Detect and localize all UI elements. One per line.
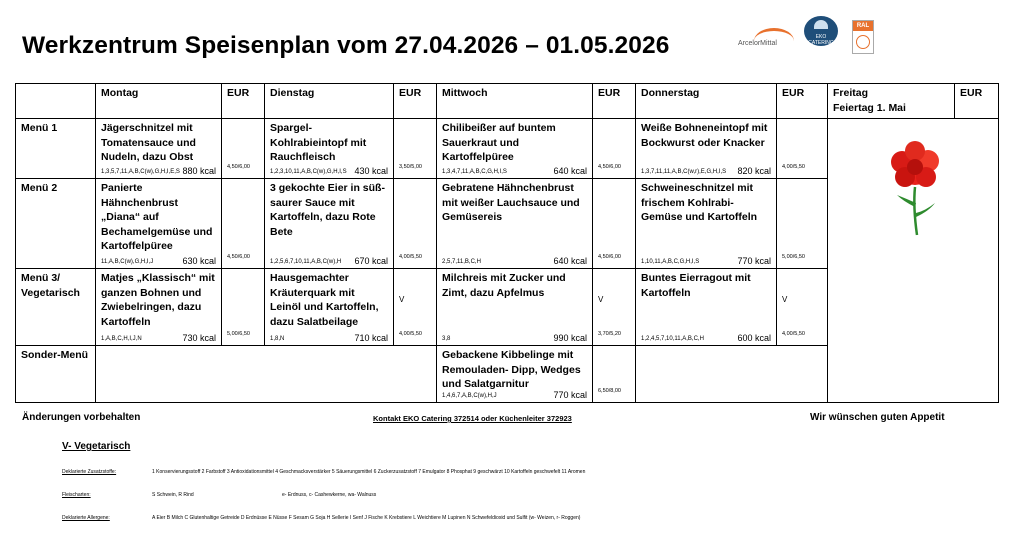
kcal: 630 kcal: [182, 256, 216, 266]
price-cell: [222, 119, 265, 179]
price-cell: [394, 119, 437, 179]
dish-name: Gebratene Hähnchenbrust mit weißer Lauchsauce und Gemüsereis: [442, 182, 580, 223]
row-label: Menü 3/ Vegetarisch: [16, 269, 96, 346]
kcal: 990 kcal: [553, 333, 587, 343]
price: 4,00/5,50: [399, 253, 422, 260]
header-tuesday: Dienstag: [265, 84, 394, 119]
vegetarian-mark: V: [399, 295, 405, 304]
header-eur: EUR: [777, 84, 828, 119]
price: 4,00/5,50: [399, 330, 422, 337]
menu-cell: [96, 269, 222, 346]
header-eur: EUR: [222, 84, 265, 119]
friday-holiday-cell: [828, 119, 999, 403]
header-monday: Montag: [96, 84, 222, 119]
menu-cell: [96, 119, 222, 179]
kcal: 710 kcal: [354, 333, 388, 343]
price-cell: [222, 179, 265, 269]
price: 4,50/6,00: [598, 163, 621, 170]
price: 3,50/5,00: [399, 163, 422, 170]
header-empty: [16, 84, 96, 119]
price-cell: [394, 269, 437, 346]
flower-petal: [907, 159, 923, 175]
kcal: 640 kcal: [553, 256, 587, 266]
allergen-codes: 1,A,B,C,H,I,J,N: [101, 336, 142, 342]
kcal: 730 kcal: [182, 333, 216, 343]
eko-catering-logo: EKO CATERING: [804, 16, 838, 46]
dish-name: Chilibeißer auf buntem Sauerkraut und Kartoffelpüree: [442, 122, 556, 163]
allergen-codes: 1,10,11,A,B,C,G,H,I,S: [641, 259, 700, 265]
price-cell: [394, 179, 437, 269]
allergen-codes: 1,3,5,7,11,A,B,C(w),G,H,I,E,S: [101, 169, 180, 175]
dish-name: 3 gekochte Eier in süß-saurer Sauce mit Kartoffeln, dazu Rote Bete: [270, 182, 385, 238]
price: 4,50/6,00: [227, 163, 250, 170]
contact-info: Kontakt EKO Catering 372514 oder Küchenleiter 372923: [373, 414, 572, 423]
vegetarian-legend: V- Vegetarisch: [62, 441, 131, 452]
price-cell: [593, 119, 636, 179]
price: 4,00/5,50: [782, 163, 805, 170]
menu-cell: [265, 119, 394, 179]
menu-cell: [437, 119, 593, 179]
dish-name: Buntes Eierragout mit Kartoffeln: [641, 272, 751, 299]
menu-cell: [437, 269, 593, 346]
additives-label: Deklarierte Zusatzstoffe:: [62, 469, 117, 475]
empty-cell: [96, 346, 437, 403]
price-cell: [593, 269, 636, 346]
price: 5,00/6,50: [227, 330, 250, 337]
kcal: 600 kcal: [737, 333, 771, 343]
menu-cell: [96, 179, 222, 269]
allergen-codes: 1,4,6,7,A,B,C(w),H,J: [442, 393, 497, 399]
dish-name: Milchreis mit Zucker und Zimt, dazu Apfelmus: [442, 272, 566, 299]
header-eur: EUR: [955, 84, 999, 119]
kcal: 770 kcal: [737, 256, 771, 266]
menu-table: [15, 83, 999, 403]
allergens-list: A Eier B Milch C Glutenhaltige Getreide D Erdnüsse E Nüsse F Sesam G Soja H Sellerie I Senf J Fische K Krebstiere L Weichtiere M Lupinen N Schwefeldioxid und Sulfit (w- Weizen, r- Roggen): [152, 515, 581, 521]
holiday-note: Feiertag 1. Mai: [833, 101, 906, 114]
nuts-list: e- Erdnuss, c- Cashewkerne, wa- Walnuss: [282, 492, 377, 498]
menu-cell: [437, 179, 593, 269]
header-thursday: Donnerstag: [636, 84, 777, 119]
allergen-codes: 1,3,4,7,11,A,B,C,G,H,I,S: [442, 169, 507, 175]
dish-name: Weiße Bohneneintopf mit Bockwurst oder Knacker: [641, 122, 768, 149]
additives-list: 1 Konservierungsstoff 2 Farbstoff 3 Antioxidationsmittel 4 Geschmacksverstärker 5 Säuerungsmittel 6 Zuckerzusatzstoff 7 Emulgator 8 Phosphat 9 geschwärzt 10 Kartoffeln geschwefelt 11 Aromen: [152, 469, 586, 475]
price: 4,50/6,00: [227, 253, 250, 260]
row-label: Menü 1: [16, 119, 96, 179]
menu-cell: [636, 119, 777, 179]
menu-cell: [636, 269, 777, 346]
menu-row: [16, 119, 999, 179]
vegetarian-mark: V: [782, 295, 788, 304]
allergen-codes: 1,3,7,11,11,A,B,C(w,r),E,G,H,I,S: [641, 169, 727, 175]
meat-label: Fleischarten:: [62, 492, 91, 498]
price-cell: [777, 269, 828, 346]
meat-list: S Schwein, R Rind: [152, 492, 194, 498]
kcal: 670 kcal: [354, 256, 388, 266]
dish-name: Jägerschnitzel mit Tomatensauce und Nudeln, dazu Obst: [101, 122, 196, 163]
dish-name: Panierte Hähnchenbrust „Diana“ auf Bechamelgemüse und Kartoffelpüree: [101, 182, 213, 252]
price: 6,50/8,00: [598, 387, 621, 394]
price: 3,70/5,20: [598, 330, 621, 337]
kcal: 880 kcal: [182, 166, 216, 176]
row-label: Sonder-Menü: [16, 346, 96, 403]
flower-stem: [914, 187, 917, 235]
allergen-codes: 1,2,5,6,7,10,11,A,B,C(w),H: [270, 259, 342, 265]
changes-note: Änderungen vorbehalten: [22, 412, 141, 423]
dish-name: Gebackene Kibbelinge mit Remouladen- Dipp, Wedges und Salatgarnitur: [442, 349, 581, 390]
dish-name: Schweineschnitzel mit frischem Kohlrabi-Gemüse und Kartoffeln: [641, 182, 758, 223]
carnation-flower-icon: [875, 137, 955, 237]
vegetarian-mark: V: [598, 295, 604, 304]
menu-cell: [636, 179, 777, 269]
dish-name: Spargel-Kohlrabieintopf mit Rauchfleisch: [270, 122, 367, 163]
page-title: Werkzentrum Speisenplan vom 27.04.2026 – 01.05.2026: [22, 32, 670, 59]
price-cell: [777, 119, 828, 179]
allergens-label: Deklarierte Allergene:: [62, 515, 110, 521]
kcal: 640 kcal: [553, 166, 587, 176]
price: 4,00/5,50: [782, 330, 805, 337]
allergen-codes: 3,8: [442, 336, 451, 342]
header-eur: EUR: [394, 84, 437, 119]
flower-leaf: [916, 203, 935, 217]
menu-cell: [265, 269, 394, 346]
allergen-codes: 11,A,B,C(w),G,H,I,J: [101, 259, 154, 265]
flower-petal: [905, 141, 925, 161]
header-friday: Freitag Feiertag 1. Mai: [828, 84, 955, 119]
row-label: Menü 2: [16, 179, 96, 269]
menu-cell: [437, 346, 593, 403]
ral-quality-logo: RAL: [852, 20, 874, 54]
dish-name: Matjes „Klassisch“ mit ganzen Bohnen und Zwiebelringen, dazu Kartoffeln: [101, 272, 215, 328]
price-cell: [593, 346, 636, 403]
kcal: 820 kcal: [737, 166, 771, 176]
kcal: 430 kcal: [354, 166, 388, 176]
allergen-codes: 2,5,7,11,B,C,H: [442, 259, 481, 265]
header-wednesday: Mittwoch: [437, 84, 593, 119]
allergen-codes: 1,8,N: [270, 336, 285, 342]
price: 4,50/6,00: [598, 253, 621, 260]
appetite-wish: Wir wünschen guten Appetit: [810, 412, 945, 423]
allergen-codes: 1,2,4,5,7,10,11,A,B,C,H: [641, 336, 704, 342]
empty-cell: [636, 346, 828, 403]
allergen-codes: 1,2,3,10,11,A,B,C(w),G,H,I,S: [270, 169, 347, 175]
price-cell: [222, 269, 265, 346]
arcelormittal-logo: ArcelorMittal: [738, 28, 794, 50]
price: 5,00/6,50: [782, 253, 805, 260]
header-row: [16, 84, 999, 119]
menu-cell: [265, 179, 394, 269]
price-cell: [777, 179, 828, 269]
header-eur: EUR: [593, 84, 636, 119]
kcal: 770 kcal: [553, 390, 587, 400]
price-cell: [593, 179, 636, 269]
dish-name: Hausgemachter Kräuterquark mit Leinöl und Kartoffeln, dazu Salatbeilage: [270, 272, 379, 328]
